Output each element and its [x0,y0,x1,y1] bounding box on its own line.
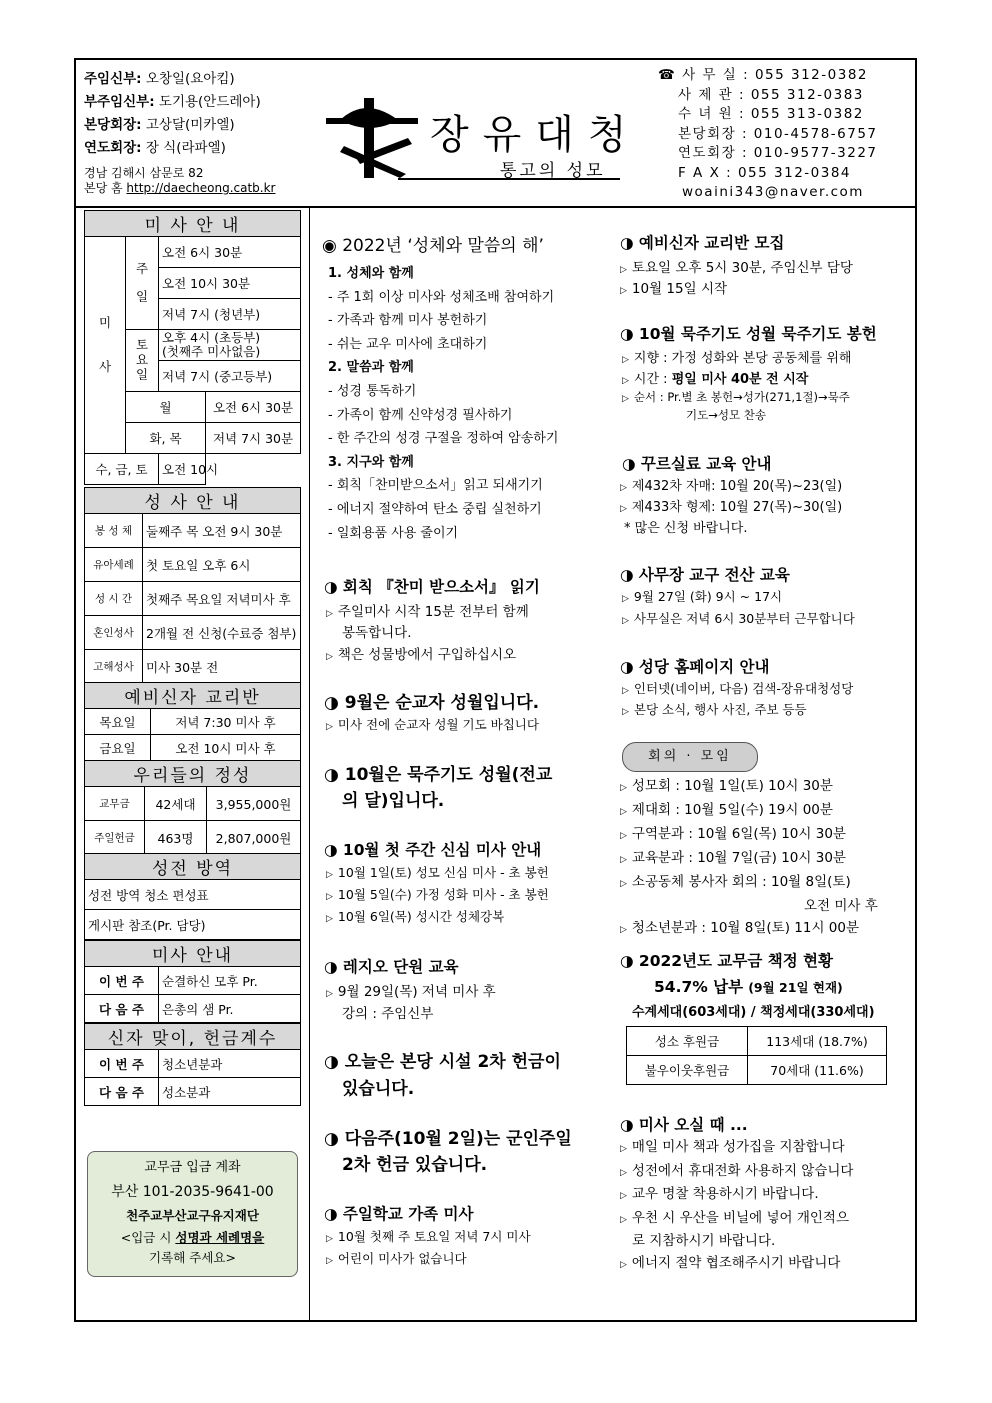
support-name: 불우이웃후원금 [627,1056,748,1085]
week-label: 다 음 주 [85,995,159,1023]
defense-line: 게시판 참조(Pr. 담당) [85,910,301,940]
parish-subtitle: 통고의 성모 [500,161,606,181]
header-divider [74,206,917,208]
homepage-link[interactable]: http://daecheong.catb.kr [126,181,276,195]
list-item: ▷ 토요일 오후 5시 30분, 주임신부 담당 [620,260,853,276]
list-item: - 쉬는 교우 미사에 초대하기 [328,336,488,352]
list-item: - 회칙「찬미받으소서」읽고 되새기기 [328,478,543,494]
class-day: 금요일 [85,735,151,761]
sacrament-name: 고해성사 [85,650,143,684]
list-item: ▷ 10월 15일 시작 [620,281,728,297]
account-title: 교무금 입금 계좌 [144,1160,241,1175]
list-item: 1. 성체와 함께 [328,266,414,281]
list-item: ▷ 10월 1일(토) 성모 신심 미사 - 초 봉헌 [326,865,549,880]
list-item: ▷ 지향 : 가정 성화와 본당 공동체를 위해 [622,351,852,366]
week-value: 청소년분과 [159,1050,301,1078]
header-contacts [658,66,878,203]
sacrament-value: 첫 토요일 오후 6시 [143,548,301,582]
mass-time: 오전 6시 30분 [159,237,301,268]
class-time: 오전 10시 미사 후 [151,735,301,761]
list-item: - 주 1회 이상 미사와 성체조배 참여하기 [328,289,555,305]
account-note: <입금 시 성명과 세례명을 [120,1230,265,1245]
account-holder: 천주교부산교구유지재단 [126,1208,259,1223]
section-title: 신자 맞이, 헌금계수 [85,1024,301,1050]
weekday-day: 수, 금, 토 [85,454,159,485]
section-title: 예비신자 교리반 [85,683,301,709]
offering-table [84,760,301,855]
cross-logo-icon [326,98,422,178]
account-box [87,1151,298,1277]
offering-amount: 3,955,000원 [207,787,301,821]
support-name: 성소 후원금 [627,1027,748,1056]
offering-count: 463명 [145,821,207,855]
account-number: 부산 101-2035-9641-00 [111,1184,274,1200]
list-item: ▷ 9월 27일 (화) 9시 ~ 17시 [622,589,783,604]
list-item: ▷ 제대회 : 10월 5일(수) 19시 00분 [620,802,833,818]
class-time: 저녁 7:30 미사 후 [151,709,301,735]
list-item: 기도→성모 찬송 [686,408,766,422]
legio-title: ◑ 레지오 단원 교육 [324,958,459,976]
list-item: ▷ 어린이 미사가 없습니다 [326,1251,467,1266]
office-training-title: ◑ 사무장 교구 전산 교육 [620,566,790,584]
contact-line: ☎ 사 무 실 : 055 312-0382 [658,67,868,83]
list-item: ▷ 우천 시 우산을 비닐에 넣어 개인적으 [620,1209,849,1226]
header-staff [84,68,261,160]
first-week-title: ◑ 10월 첫 주간 신심 미사 안내 [324,841,542,859]
contact-line: F A X : 055 312-0384 [678,164,852,181]
homepage-title: ◑ 성당 홈페이지 안내 [620,658,770,676]
list-item: - 가족과 함께 미사 봉헌하기 [328,313,488,329]
list-item: - 에너지 절약하여 탄소 중립 실천하기 [328,501,542,517]
contact-line: 연도회장 : 010-9577-3227 [678,145,878,161]
sunday-label: 주 일 [126,237,159,330]
class-day: 목요일 [85,709,151,735]
staff-line: 본당회장: 고상달(미카엘) [84,117,235,133]
dues-rate: 54.7% 납부 [654,978,744,996]
rosary-month-title: 의 달)입니다. [342,791,445,811]
dues-date: (9월 21일 현재) [748,980,843,995]
week-value: 순결하신 모후 Pr. [159,967,301,995]
sacrament-value: 첫째주 목요일 저녁미사 후 [143,582,301,616]
offering-count: 42세대 [145,787,207,821]
saturday-label: 토 요 일 [126,330,159,392]
mass-time: 오전 10시 30분 [159,268,301,299]
collection-title: ◑ 오늘은 본당 시설 2차 헌금이 [324,1052,561,1072]
mass-time: 오후 4시 (초등부) (첫째주 미사없음) [159,330,301,361]
list-item: 오전 미사 후 [804,898,878,914]
year-theme-title: ◉ 2022년 ‘성체와 말씀의 해’ [322,236,544,256]
year-theme-list [328,262,558,545]
contact-line: 본당회장 : 010-4578-6757 [678,125,878,142]
disinfection-table [84,853,301,940]
meeting-label: 회의 · 모임 [622,742,758,772]
sacrament-value: 둘째주 목 오전 9시 30분 [143,514,301,548]
dues-title: ◑ 2022년도 교무금 책정 현황 [620,952,834,970]
list-item: - 한 주간의 성경 구절을 정하여 암송하기 [328,431,559,447]
week-label: 다 음 주 [85,1078,159,1106]
parish-title: 장유대청 [430,112,641,158]
mass-coming-title: ◑ 미사 오실 때 ... [620,1116,748,1134]
list-item: ▷ 순서 : Pr.별 초 봉헌→성가(271,1절)→묵주 [622,390,850,404]
list-item: ▷ 시간 : 평일 미사 40분 전 시작 [622,372,809,387]
list-item: ▷ 성모회 : 10월 1일(토) 10시 30분 [620,778,833,794]
list-item: 로 지참하시기 바랍니다. [632,1233,776,1250]
list-item: ▷ 인터넷(네이버, 다음) 검색-장유대청성당 [622,681,854,696]
weekday-time: 저녁 7시 30분 [206,423,301,454]
meeting-list [620,775,878,941]
list-item: ▷ 교우 명찰 착용하시기 바랍니다. [620,1186,819,1203]
mass-coming-list [620,1137,853,1277]
sacrament-value: 미사 30분 전 [143,650,301,684]
sacrament-table [84,487,301,684]
sacrament-name: 봉 성 체 [85,514,143,548]
list-item: ▷ 주일미사 시작 15분 전부터 함께 [326,604,529,620]
week-label: 이 번 주 [85,1050,159,1078]
list-item: ▷ 10월 6일(목) 성시간 성체강복 [326,909,505,924]
list-item: ▷ 성전에서 휴대전화 사용하지 않습니다 [620,1162,854,1179]
welcome-table [84,1023,301,1106]
section-title: 미 사 안 내 [85,211,301,237]
defense-line: 성전 방역 청소 편성표 [85,880,301,910]
weekday-day: 월 [126,392,206,423]
list-item: ▷ 제433차 형제: 10월 27(목)~30(일) [620,500,843,515]
staff-line: 주임신부: 오창일(요아킴) [84,71,235,87]
rosary-month-title: ◑ 10월은 묵주기도 성월(전교 [324,765,553,785]
list-item: ▷ 본당 소식, 행사 사진, 주보 등등 [622,702,807,717]
offering-amount: 2,807,000원 [207,821,301,855]
list-item: ▷ 9월 29일(목) 저녁 미사 후 [326,984,496,1000]
column-divider [309,207,310,1321]
sunday-school-title: ◑ 주일학교 가족 미사 [324,1205,474,1223]
list-item: - 성경 통독하기 [328,383,417,399]
support-table [626,1026,887,1085]
contact-line: 수 녀 원 : 055 313-0382 [678,106,864,122]
rosary-prayer-title: ◑ 10월 묵주기도 성월 묵주기도 봉헌 [620,325,877,343]
dues-households: 수계세대(603세대) / 책정세대(330세대) [632,1005,875,1020]
list-item: - 가족이 함께 신약성경 필사하기 [328,407,513,423]
section-title: 성 사 안 내 [85,488,301,514]
list-item: 3. 지구와 함께 [328,454,414,470]
list-item: ▷ 책은 성물방에서 구입하십시오 [326,647,517,663]
cursillo-title: ◑ 꾸르실료 교육 안내 [622,455,772,473]
list-item: ▷ 교육분과 : 10월 7일(금) 10시 30분 [620,850,846,866]
homepage-line: 본당 홈 http://daecheong.catb.kr [84,181,276,195]
catechumen-table [84,682,301,761]
list-item: 2. 말씀과 함께 [328,360,414,376]
list-item: ▷ 제432차 자매: 10월 20(목)~23(일) [620,479,843,494]
sacrament-name: 유아세례 [85,548,143,582]
support-value: 113세대 (18.7%) [748,1027,887,1056]
weekday-time: 오전 6시 30분 [206,392,301,423]
mass-time: 저녁 7시 (청년부) [159,299,301,330]
list-item: ▷ 사무실은 저녁 6시 30분부터 근무합니다 [622,611,855,626]
military-title: ◑ 다음주(10월 2일)는 군인주일 [324,1129,572,1149]
weekday-time: 오전 10시 [159,454,206,485]
account-note: 기록해 주세요> [149,1250,236,1265]
offering-name: 교무금 [85,787,145,821]
mass-guide-table [84,940,301,1023]
military-title: 2차 헌금 있습니다. [342,1155,488,1175]
sacrament-name: 성 시 간 [85,582,143,616]
dues-rate-line [654,975,843,997]
staff-line: 연도회장: 장 식(라파엘) [84,140,226,156]
contact-line: 사 제 관 : 055 312-0383 [678,86,864,103]
list-item: 강의 : 주임신부 [342,1006,434,1022]
week-value: 성소분과 [159,1078,301,1106]
weekday-day: 화, 목 [126,423,206,454]
mass-label: 미 사 [85,237,126,454]
email[interactable]: woaini343@naver.com [682,184,864,200]
list-item: ▷ 미사 전에 순교자 성월 기도 바칩니다 [326,717,539,732]
martyr-title: ◑ 9월은 순교자 성월입니다. [324,693,540,713]
support-value: 70세대 (11.6%) [748,1056,887,1085]
sacrament-value: 2개월 전 신청(수료증 첨부) [143,616,301,650]
encyclical-title: ◑ 회칙 『찬미 받으소서』 읽기 [324,578,540,596]
section-title: 성전 방역 [85,854,301,880]
list-item: ▷ 10월 5일(수) 가정 성화 미사 - 초 봉헌 [326,887,549,902]
list-item: ▷ 구역분과 : 10월 6일(목) 10시 30분 [620,826,846,842]
week-label: 이 번 주 [85,967,159,995]
list-item: ▷ 에너지 절약 협조해주시기 바랍니다 [620,1254,841,1271]
list-item: ▷ 청소년분과 : 10월 8일(토) 11시 00분 [620,920,859,936]
mass-schedule-table [84,210,301,485]
collection-title: 있습니다. [342,1079,415,1099]
mass-time: 저녁 7시 (중고등부) [159,361,301,392]
address: 경남 김해시 삼문로 82 [84,166,204,180]
offering-name: 주일헌금 [85,821,145,855]
list-item: ▷ 10월 첫째 주 토요일 저녁 7시 미사 [326,1229,531,1244]
sacrament-name: 혼인성사 [85,616,143,650]
section-title: 우리들의 정성 [85,761,301,787]
catechumen-recruit-title: ◑ 예비신자 교리반 모집 [620,234,785,252]
list-item: ▷ 매일 미사 책과 성가집을 지참합니다 [620,1139,845,1155]
section-title: 미사 안내 [85,941,301,967]
week-value: 은총의 샘 Pr. [159,995,301,1023]
list-item: 봉독합니다. [342,625,412,641]
list-item: ▷ 소공동체 봉사자 회의 : 10월 8일(토) [620,874,851,890]
list-item: * 많은 신청 바랍니다. [624,521,748,536]
staff-line: 부주임신부: 도기용(안드레아) [84,94,261,110]
list-item: - 일회용품 사용 줄이기 [328,525,459,541]
